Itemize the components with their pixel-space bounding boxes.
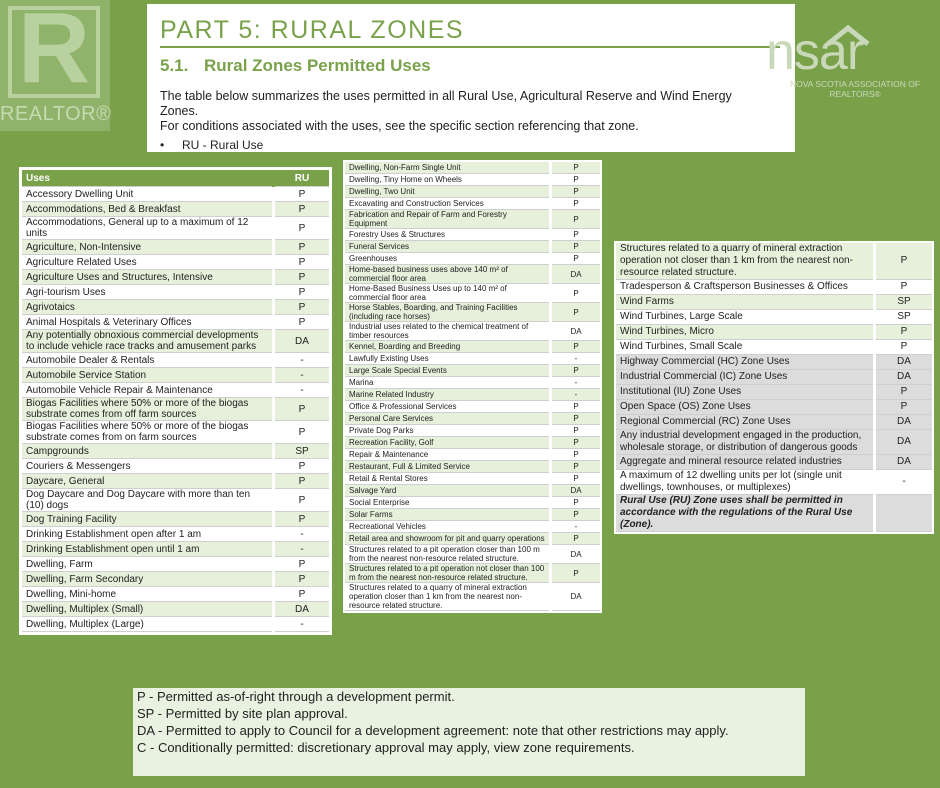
table-row bbox=[616, 340, 932, 355]
table-row bbox=[345, 253, 600, 265]
table-row bbox=[22, 187, 329, 202]
nsar-logo bbox=[766, 22, 936, 102]
permission-cell: P bbox=[875, 400, 933, 415]
table-row bbox=[345, 162, 600, 174]
table-row bbox=[345, 401, 600, 413]
permission-cell: P bbox=[551, 241, 601, 253]
permission-cell: DA bbox=[551, 322, 601, 341]
permission-cell: DA bbox=[875, 355, 933, 370]
table-row bbox=[616, 370, 932, 385]
section-title-text: Rural Zones Permitted Uses bbox=[204, 56, 431, 75]
table-row bbox=[22, 572, 329, 587]
use-cell: Greenhouses bbox=[345, 253, 551, 265]
table-row bbox=[22, 542, 329, 557]
permission-cell: SP bbox=[274, 444, 330, 459]
use-cell: Automobile Vehicle Repair & Maintenance bbox=[22, 383, 274, 398]
use-cell: Accessory Dwelling Unit bbox=[22, 187, 274, 202]
permission-cell: - bbox=[551, 389, 601, 401]
table-row bbox=[22, 459, 329, 474]
zone-bullet-text: RU - Rural Use bbox=[182, 138, 264, 152]
zone-bullet bbox=[160, 138, 263, 152]
use-cell: Drinking Establishment open after 1 am bbox=[22, 527, 274, 542]
permission-cell: DA bbox=[274, 330, 330, 353]
table-row bbox=[616, 310, 932, 325]
table-row bbox=[345, 241, 600, 253]
table-row bbox=[22, 240, 329, 255]
permission-cell: P bbox=[875, 340, 933, 355]
permission-cell: P bbox=[551, 341, 601, 353]
permission-cell: P bbox=[551, 253, 601, 265]
permission-cell: - bbox=[875, 470, 933, 495]
table-row bbox=[22, 368, 329, 383]
use-cell: A maximum of 12 dwelling units per lot (single unit dwellings, townhouses, or multiplexes) bbox=[616, 470, 875, 495]
use-cell: Any potentially obnoxious commercial developments to include vehicle race tracks and amusement parks bbox=[22, 330, 274, 353]
permission-cell: P bbox=[274, 557, 330, 572]
section-number: 5.1. bbox=[160, 56, 189, 75]
table-row bbox=[345, 509, 600, 521]
permission-cell: DA bbox=[551, 545, 601, 564]
use-cell: Highway Commercial (HC) Zone Uses bbox=[616, 355, 875, 370]
permission-cell: P bbox=[551, 497, 601, 509]
table-row bbox=[22, 617, 329, 632]
permission-cell: SP bbox=[875, 310, 933, 325]
table-row bbox=[22, 512, 329, 527]
ru-column-header: RU bbox=[274, 170, 330, 187]
permission-cell: P bbox=[551, 186, 601, 198]
use-cell: Lawfully Existing Uses bbox=[345, 353, 551, 365]
permission-cell: DA bbox=[875, 455, 933, 470]
permission-cell: - bbox=[274, 617, 330, 632]
permission-cell: P bbox=[551, 162, 601, 174]
permission-cell: P bbox=[551, 365, 601, 377]
permission-cell: P bbox=[551, 210, 601, 229]
use-cell: Industrial uses related to the chemical treatment of timber resources bbox=[345, 322, 551, 341]
table-row bbox=[22, 202, 329, 217]
use-cell: Dog Training Facility bbox=[22, 512, 274, 527]
permission-cell: P bbox=[551, 174, 601, 186]
table-row bbox=[22, 557, 329, 572]
table-row bbox=[345, 322, 600, 341]
use-cell: Institutional (IU) Zone Uses bbox=[616, 385, 875, 400]
table-row bbox=[22, 270, 329, 285]
use-cell: Tradesperson & Craftsperson Businesses & Offices bbox=[616, 280, 875, 295]
use-cell: Animal Hospitals & Veterinary Offices bbox=[22, 315, 274, 330]
table-row bbox=[345, 265, 600, 284]
permission-cell: P bbox=[551, 198, 601, 210]
use-cell: Drinking Establishment open until 1 am bbox=[22, 542, 274, 557]
use-cell: Structures related to a pit operation closer than 100 m from the nearest non-resource related structure. bbox=[345, 545, 551, 564]
permission-cell: P bbox=[274, 202, 330, 217]
use-cell: Couriers & Messengers bbox=[22, 459, 274, 474]
use-cell: Recreation Facility, Golf bbox=[345, 437, 551, 449]
use-cell: Restaurant, Full & Limited Service bbox=[345, 461, 551, 473]
bullet-dot: • bbox=[160, 138, 165, 152]
permission-cell: DA bbox=[875, 430, 933, 455]
use-cell: Home-based business uses above 140 m² of commercial floor area bbox=[345, 265, 551, 284]
table-row bbox=[616, 325, 932, 340]
permission-cell: DA bbox=[551, 583, 601, 611]
permission-cell: P bbox=[551, 284, 601, 303]
use-cell: Dwelling, Farm bbox=[22, 557, 274, 572]
table-row bbox=[345, 186, 600, 198]
permission-cell: - bbox=[274, 542, 330, 557]
permission-cell: P bbox=[274, 572, 330, 587]
use-cell: Funeral Services bbox=[345, 241, 551, 253]
use-cell: Private Dog Parks bbox=[345, 425, 551, 437]
realtor-logo-letter: R bbox=[17, 0, 91, 104]
permission-cell: P bbox=[551, 303, 601, 322]
permission-cell: P bbox=[274, 255, 330, 270]
table-row bbox=[616, 455, 932, 470]
permission-cell: P bbox=[875, 325, 933, 340]
use-cell: Dwelling, Multiplex (Small) bbox=[22, 602, 274, 617]
use-cell: Excavating and Construction Services bbox=[345, 198, 551, 210]
table-row bbox=[616, 280, 932, 295]
use-cell: Forestry Uses & Structures bbox=[345, 229, 551, 241]
use-cell: Campgrounds bbox=[22, 444, 274, 459]
table-row bbox=[345, 377, 600, 389]
permission-cell: P bbox=[274, 315, 330, 330]
use-cell: Large Scale Special Events bbox=[345, 365, 551, 377]
uses-table-3 bbox=[614, 241, 934, 534]
permission-cell: P bbox=[274, 587, 330, 602]
table-row bbox=[22, 587, 329, 602]
permission-cell bbox=[875, 495, 933, 532]
legend-c: C - Conditionally permitted: discretionary approval may apply, view zone requirements. bbox=[137, 740, 635, 755]
use-cell: Accommodations, Bed & Breakfast bbox=[22, 202, 274, 217]
permission-cell: P bbox=[551, 473, 601, 485]
table-row bbox=[345, 437, 600, 449]
table-row bbox=[616, 295, 932, 310]
permission-cell: - bbox=[551, 521, 601, 533]
use-cell: Wind Turbines, Micro bbox=[616, 325, 875, 340]
use-cell: Salvage Yard bbox=[345, 485, 551, 497]
table-row bbox=[616, 355, 932, 370]
permission-cell: P bbox=[875, 385, 933, 400]
table-row bbox=[22, 255, 329, 270]
permission-cell: P bbox=[551, 425, 601, 437]
table-row bbox=[345, 449, 600, 461]
use-cell: Marine Related Industry bbox=[345, 389, 551, 401]
permission-cell: P bbox=[551, 533, 601, 545]
permission-cell: P bbox=[551, 437, 601, 449]
table-row bbox=[616, 495, 932, 532]
use-cell: Solar Farms bbox=[345, 509, 551, 521]
permission-cell: - bbox=[551, 353, 601, 365]
permission-cell: P bbox=[274, 285, 330, 300]
use-cell: Agriculture Related Uses bbox=[22, 255, 274, 270]
legend-panel bbox=[133, 688, 805, 776]
table-row bbox=[22, 489, 329, 512]
use-cell: Agriculture, Non-Intensive bbox=[22, 240, 274, 255]
use-cell: Automobile Dealer & Rentals bbox=[22, 353, 274, 368]
header-panel bbox=[147, 4, 795, 152]
table-row bbox=[345, 389, 600, 401]
permission-cell: DA bbox=[875, 370, 933, 385]
permission-cell: DA bbox=[551, 485, 601, 497]
table-row bbox=[616, 415, 932, 430]
legend-da: DA - Permitted to apply to Council for a development agreement: note that other restrictions may apply. bbox=[137, 723, 729, 738]
table-row bbox=[345, 303, 600, 322]
table-header-row bbox=[22, 170, 329, 187]
title-rule bbox=[160, 46, 780, 48]
use-cell: Dwelling, Two Unit bbox=[345, 186, 551, 198]
realtor-logo-word: REALTOR® bbox=[0, 103, 112, 125]
permission-cell: P bbox=[551, 449, 601, 461]
permission-cell: - bbox=[274, 527, 330, 542]
table-row bbox=[345, 174, 600, 186]
use-cell: Wind Farms bbox=[616, 295, 875, 310]
table-row bbox=[22, 527, 329, 542]
uses-table-1 bbox=[19, 167, 332, 635]
table-row bbox=[345, 341, 600, 353]
use-cell: Fabrication and Repair of Farm and Forestry Equipment bbox=[345, 210, 551, 229]
table-row bbox=[345, 473, 600, 485]
section-title bbox=[160, 56, 431, 76]
use-cell: Retail & Rental Stores bbox=[345, 473, 551, 485]
table-row bbox=[616, 385, 932, 400]
permission-cell: DA bbox=[274, 602, 330, 617]
table-row bbox=[22, 421, 329, 444]
permission-cell: P bbox=[551, 413, 601, 425]
nsar-logo-sub: NOVA SCOTIA ASSOCIATION OF REALTORS® bbox=[789, 79, 921, 99]
table-row bbox=[345, 521, 600, 533]
table-row bbox=[345, 198, 600, 210]
permission-cell: P bbox=[274, 512, 330, 527]
table-row bbox=[345, 485, 600, 497]
table-row bbox=[616, 430, 932, 455]
intro-line-2: For conditions associated with the uses, see the specific section referencing that zone. bbox=[160, 119, 639, 133]
table-row bbox=[616, 400, 932, 415]
table-row bbox=[22, 602, 329, 617]
intro-text bbox=[160, 89, 770, 134]
table-row bbox=[22, 353, 329, 368]
use-cell: Open Space (OS) Zone Uses bbox=[616, 400, 875, 415]
permission-cell: - bbox=[274, 353, 330, 368]
table-row bbox=[345, 533, 600, 545]
table-row bbox=[22, 330, 329, 353]
table-row bbox=[616, 470, 932, 495]
permission-cell: P bbox=[551, 509, 601, 521]
intro-line-1: The table below summarizes the uses permitted in all Rural Use, Agricultural Reserve and Wind Energy Zones. bbox=[160, 89, 732, 118]
permission-cell: DA bbox=[551, 265, 601, 284]
table-row bbox=[345, 564, 600, 583]
use-cell: Repair & Maintenance bbox=[345, 449, 551, 461]
table-row bbox=[22, 383, 329, 398]
legend-sp: SP - Permitted by site plan approval. bbox=[137, 706, 348, 721]
use-cell: Biogas Facilities where 50% or more of the biogas substrate comes from off farm sources bbox=[22, 398, 274, 421]
use-cell: Accommodations, General up to a maximum of 12 units bbox=[22, 217, 274, 240]
use-cell: Dwelling, Non-Farm Single Unit bbox=[345, 162, 551, 174]
table-row bbox=[22, 398, 329, 421]
use-cell: Structures related to a pit operation not closer than 100 m from the nearest non-resource related structure. bbox=[345, 564, 551, 583]
use-cell: Regional Commercial (RC) Zone Uses bbox=[616, 415, 875, 430]
table-row bbox=[345, 461, 600, 473]
permission-cell: P bbox=[274, 474, 330, 489]
use-cell: Personal Care Services bbox=[345, 413, 551, 425]
use-cell: Wind Turbines, Large Scale bbox=[616, 310, 875, 325]
use-cell: Office & Professional Services bbox=[345, 401, 551, 413]
table-row bbox=[345, 284, 600, 303]
use-cell: Industrial Commercial (IC) Zone Uses bbox=[616, 370, 875, 385]
uses-table-2 bbox=[343, 160, 602, 613]
permission-cell: P bbox=[274, 187, 330, 202]
use-cell: Aggregate and mineral resource related industries bbox=[616, 455, 875, 470]
permission-cell: SP bbox=[875, 295, 933, 310]
table-row bbox=[22, 444, 329, 459]
permission-cell: P bbox=[274, 270, 330, 285]
legend-p: P - Permitted as-of-right through a development permit. bbox=[137, 689, 455, 704]
permission-cell: P bbox=[274, 489, 330, 512]
use-cell: Recreational Vehicles bbox=[345, 521, 551, 533]
table-row bbox=[22, 285, 329, 300]
table-row bbox=[345, 545, 600, 564]
permission-cell: P bbox=[875, 280, 933, 295]
use-cell: Dwelling, Tiny Home on Wheels bbox=[345, 174, 551, 186]
table-row bbox=[345, 413, 600, 425]
use-cell: Structures related to a quarry of mineral extraction operation closer than 1 km from the nearest non-resource related structure. bbox=[345, 583, 551, 611]
table-row bbox=[345, 210, 600, 229]
use-cell: Horse Stables, Boarding, and Training Facilities (including race horses) bbox=[345, 303, 551, 322]
use-cell: Social Enterprise bbox=[345, 497, 551, 509]
use-cell: Agrivotaics bbox=[22, 300, 274, 315]
use-cell: Structures related to a quarry of mineral extraction operation not closer than 1 km from the nearest non-resource related structure. bbox=[616, 243, 875, 280]
permission-cell: - bbox=[274, 368, 330, 383]
use-cell: Biogas Facilities where 50% or more of the biogas substrate comes from on farm sources bbox=[22, 421, 274, 444]
nsar-logo-word: nsar bbox=[766, 23, 864, 81]
table-row bbox=[22, 315, 329, 330]
permission-cell: P bbox=[551, 401, 601, 413]
use-cell: Home-Based Business Uses up to 140 m² of commercial floor area bbox=[345, 284, 551, 303]
permission-cell: DA bbox=[875, 415, 933, 430]
permission-cell: P bbox=[274, 459, 330, 474]
permission-cell: P bbox=[551, 461, 601, 473]
use-cell: Agriculture Uses and Structures, Intensive bbox=[22, 270, 274, 285]
realtor-logo bbox=[0, 0, 110, 131]
permission-cell: - bbox=[274, 383, 330, 398]
use-cell: Daycare, General bbox=[22, 474, 274, 489]
permission-cell: P bbox=[274, 240, 330, 255]
permission-cell: - bbox=[551, 377, 601, 389]
table-row bbox=[345, 497, 600, 509]
table-row bbox=[345, 229, 600, 241]
table-row bbox=[345, 425, 600, 437]
use-cell: Retail area and showroom for pit and quarry operations bbox=[345, 533, 551, 545]
use-cell: Dog Daycare and Dog Daycare with more than ten (10) dogs bbox=[22, 489, 274, 512]
permission-cell: P bbox=[274, 217, 330, 240]
table-row bbox=[345, 365, 600, 377]
permission-cell: P bbox=[274, 300, 330, 315]
use-cell: Dwelling, Mini-home bbox=[22, 587, 274, 602]
permission-cell: P bbox=[274, 398, 330, 421]
table-row bbox=[22, 217, 329, 240]
table-row bbox=[22, 300, 329, 315]
use-cell: Automobile Service Station bbox=[22, 368, 274, 383]
use-cell: Rural Use (RU) Zone uses shall be permitted in accordance with the regulations of the Rural Use (Zone). bbox=[616, 495, 875, 532]
use-cell: Dwelling, Multiplex (Large) bbox=[22, 617, 274, 632]
table-row bbox=[345, 583, 600, 611]
realtor-logo-box bbox=[8, 0, 100, 104]
table-row bbox=[22, 474, 329, 489]
permission-cell: P bbox=[274, 421, 330, 444]
use-cell: Dwelling, Farm Secondary bbox=[22, 572, 274, 587]
permission-cell: P bbox=[875, 243, 933, 280]
use-cell: Marina bbox=[345, 377, 551, 389]
table-row bbox=[616, 243, 932, 280]
permission-cell: P bbox=[551, 564, 601, 583]
use-cell: Wind Turbines, Small Scale bbox=[616, 340, 875, 355]
use-cell: Kennel, Boarding and Breeding bbox=[345, 341, 551, 353]
part-title: PART 5: RURAL ZONES bbox=[160, 16, 465, 44]
permission-cell: P bbox=[551, 229, 601, 241]
uses-column-header: Uses bbox=[22, 170, 274, 187]
table-row bbox=[345, 353, 600, 365]
use-cell: Any industrial development engaged in the production, wholesale storage, or distribution of dangerous goods bbox=[616, 430, 875, 455]
use-cell: Agri-tourism Uses bbox=[22, 285, 274, 300]
